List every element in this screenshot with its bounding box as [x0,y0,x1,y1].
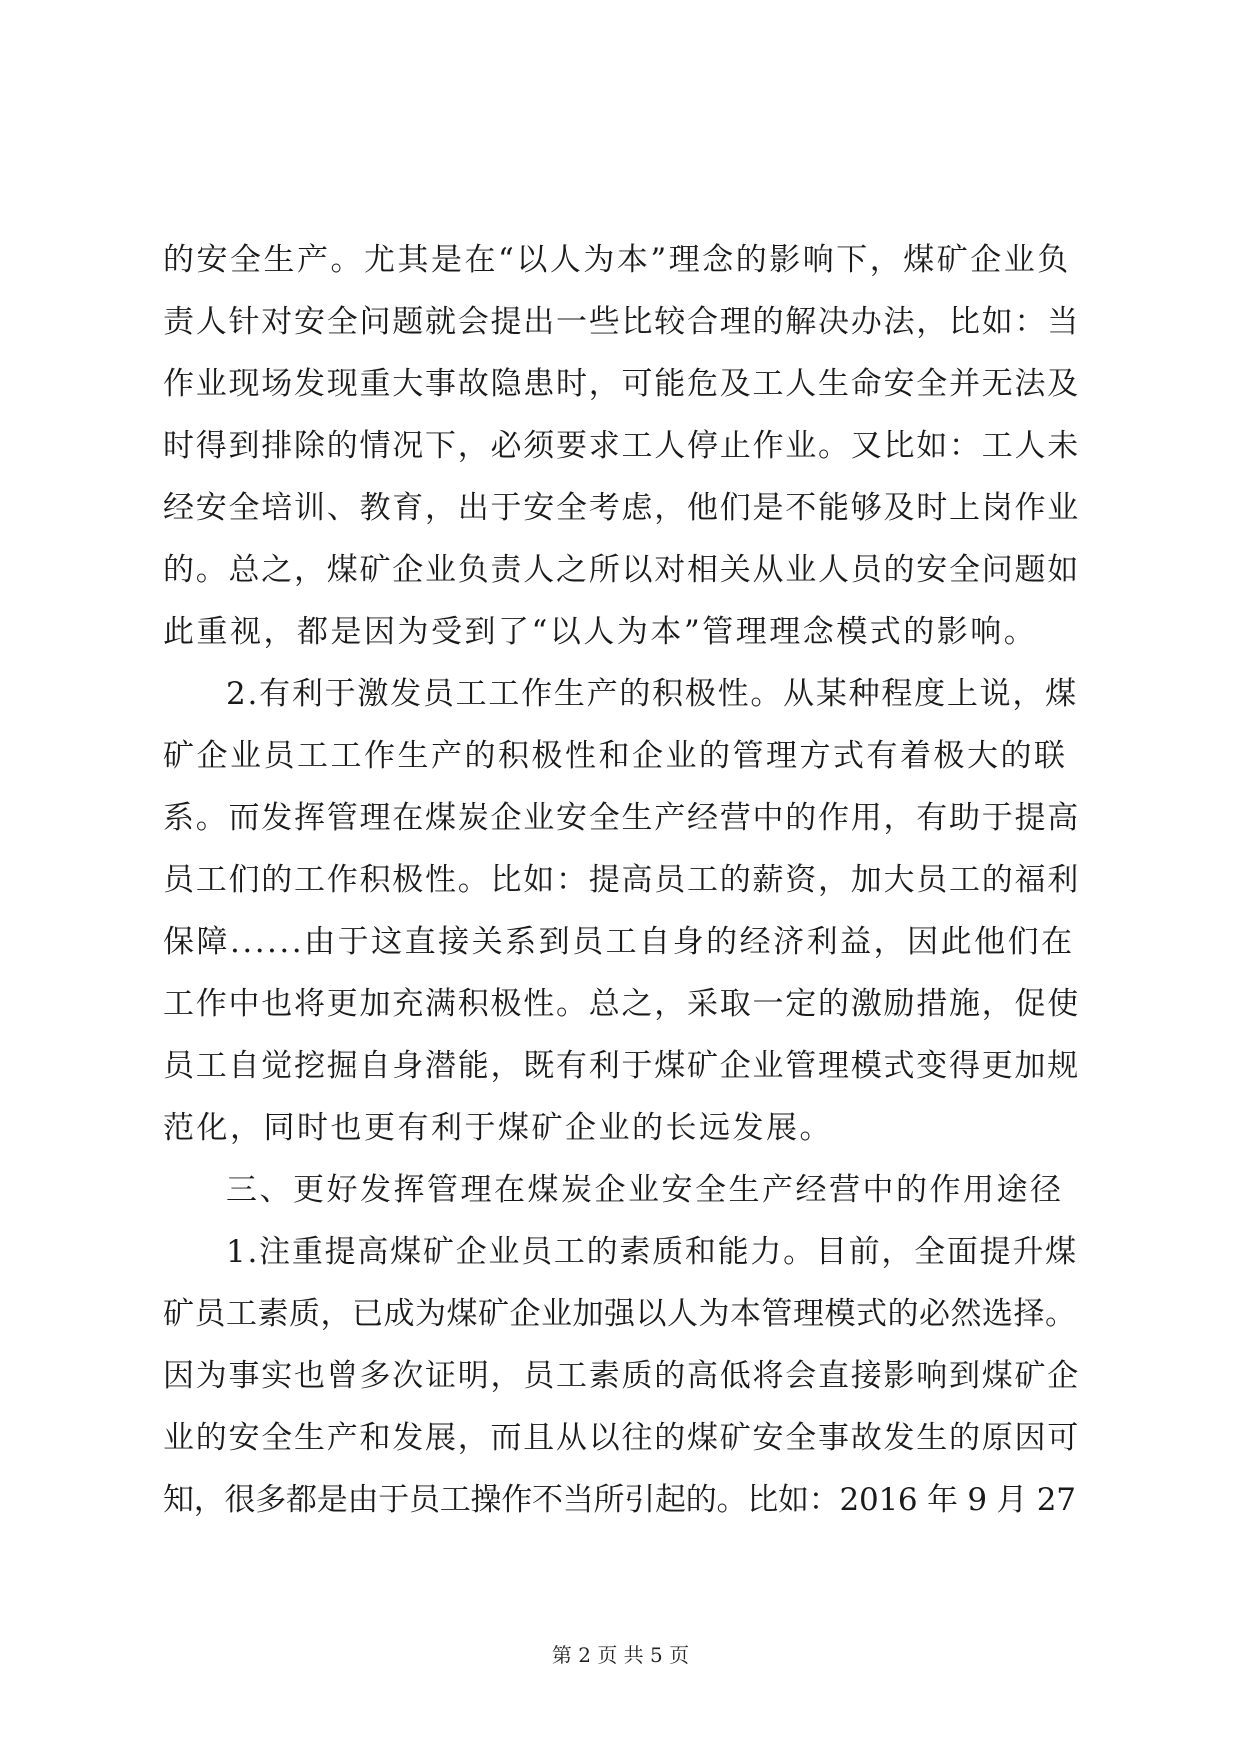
paragraph-start-line: 2.有利于激发员工工作生产的积极性。从某种程度上说，煤 [226,676,1078,712]
document-body [163,229,1083,1531]
text-line: 时得到排除的情况下，必须要求工人停止作业。又比如：工人未 [163,428,1080,464]
page-footer [0,1640,1241,1670]
text-line: 保障......由于这直接关系到员工自身的经济利益，因此他们在 [163,924,1075,960]
text-line: 系。而发挥管理在煤炭企业安全生产经营中的作用，有助于提高 [163,800,1080,836]
text-line: 经安全培训、教育，出于安全考虑，他们是不能够及时上岗作业 [163,490,1080,526]
text-line: 工作中也将更加充满积极性。总之，采取一定的激励措施，促使 [163,986,1080,1022]
text-line: 的安全生产。尤其是在“以人为本”理念的影响下，煤矿企业负 [163,242,1071,278]
text-line: 责人针对安全问题就会提出一些比较合理的解决办法，比如：当 [163,304,1080,340]
text-line: 知，很多都是由于员工操作不当所引起的。比如：2016 年 9 月 27 [163,1482,1076,1518]
text-line: 的。总之，煤矿企业负责人之所以对相关从业人员的安全问题如 [163,552,1080,588]
text-line: 业的安全生产和发展，而且从以往的煤矿安全事故发生的原因可 [163,1420,1080,1456]
page-number-label: 第 2 页 共 5 页 [551,1643,690,1667]
text-line: 此重视，都是因为受到了“以人为本”管理理念模式的影响。 [163,614,1038,650]
text-line: 矿员工素质，已成为煤矿企业加强以人为本管理模式的必然选择。 [163,1296,1077,1332]
text-line: 因为事实也曾多次证明，员工素质的高低将会直接影响到煤矿企 [163,1358,1080,1394]
paragraph-start-line: 1.注重提高煤矿企业员工的素质和能力。目前，全面提升煤 [226,1234,1078,1270]
text-line: 范化，同时也更有利于煤矿企业的长远发展。 [163,1110,833,1146]
section-heading: 三、更好发挥管理在煤炭企业安全生产经营中的作用途径 [226,1172,1064,1208]
text-line: 员工自觉挖掘自身潜能，既有利于煤矿企业管理模式变得更加规 [163,1048,1080,1084]
text-line: 矿企业员工工作生产的积极性和企业的管理方式有着极大的联 [163,738,1068,774]
text-line: 员工们的工作积极性。比如：提高员工的薪资，加大员工的福利 [163,862,1080,898]
text-line: 作业现场发现重大事故隐患时，可能危及工人生命安全并无法及 [163,366,1080,402]
